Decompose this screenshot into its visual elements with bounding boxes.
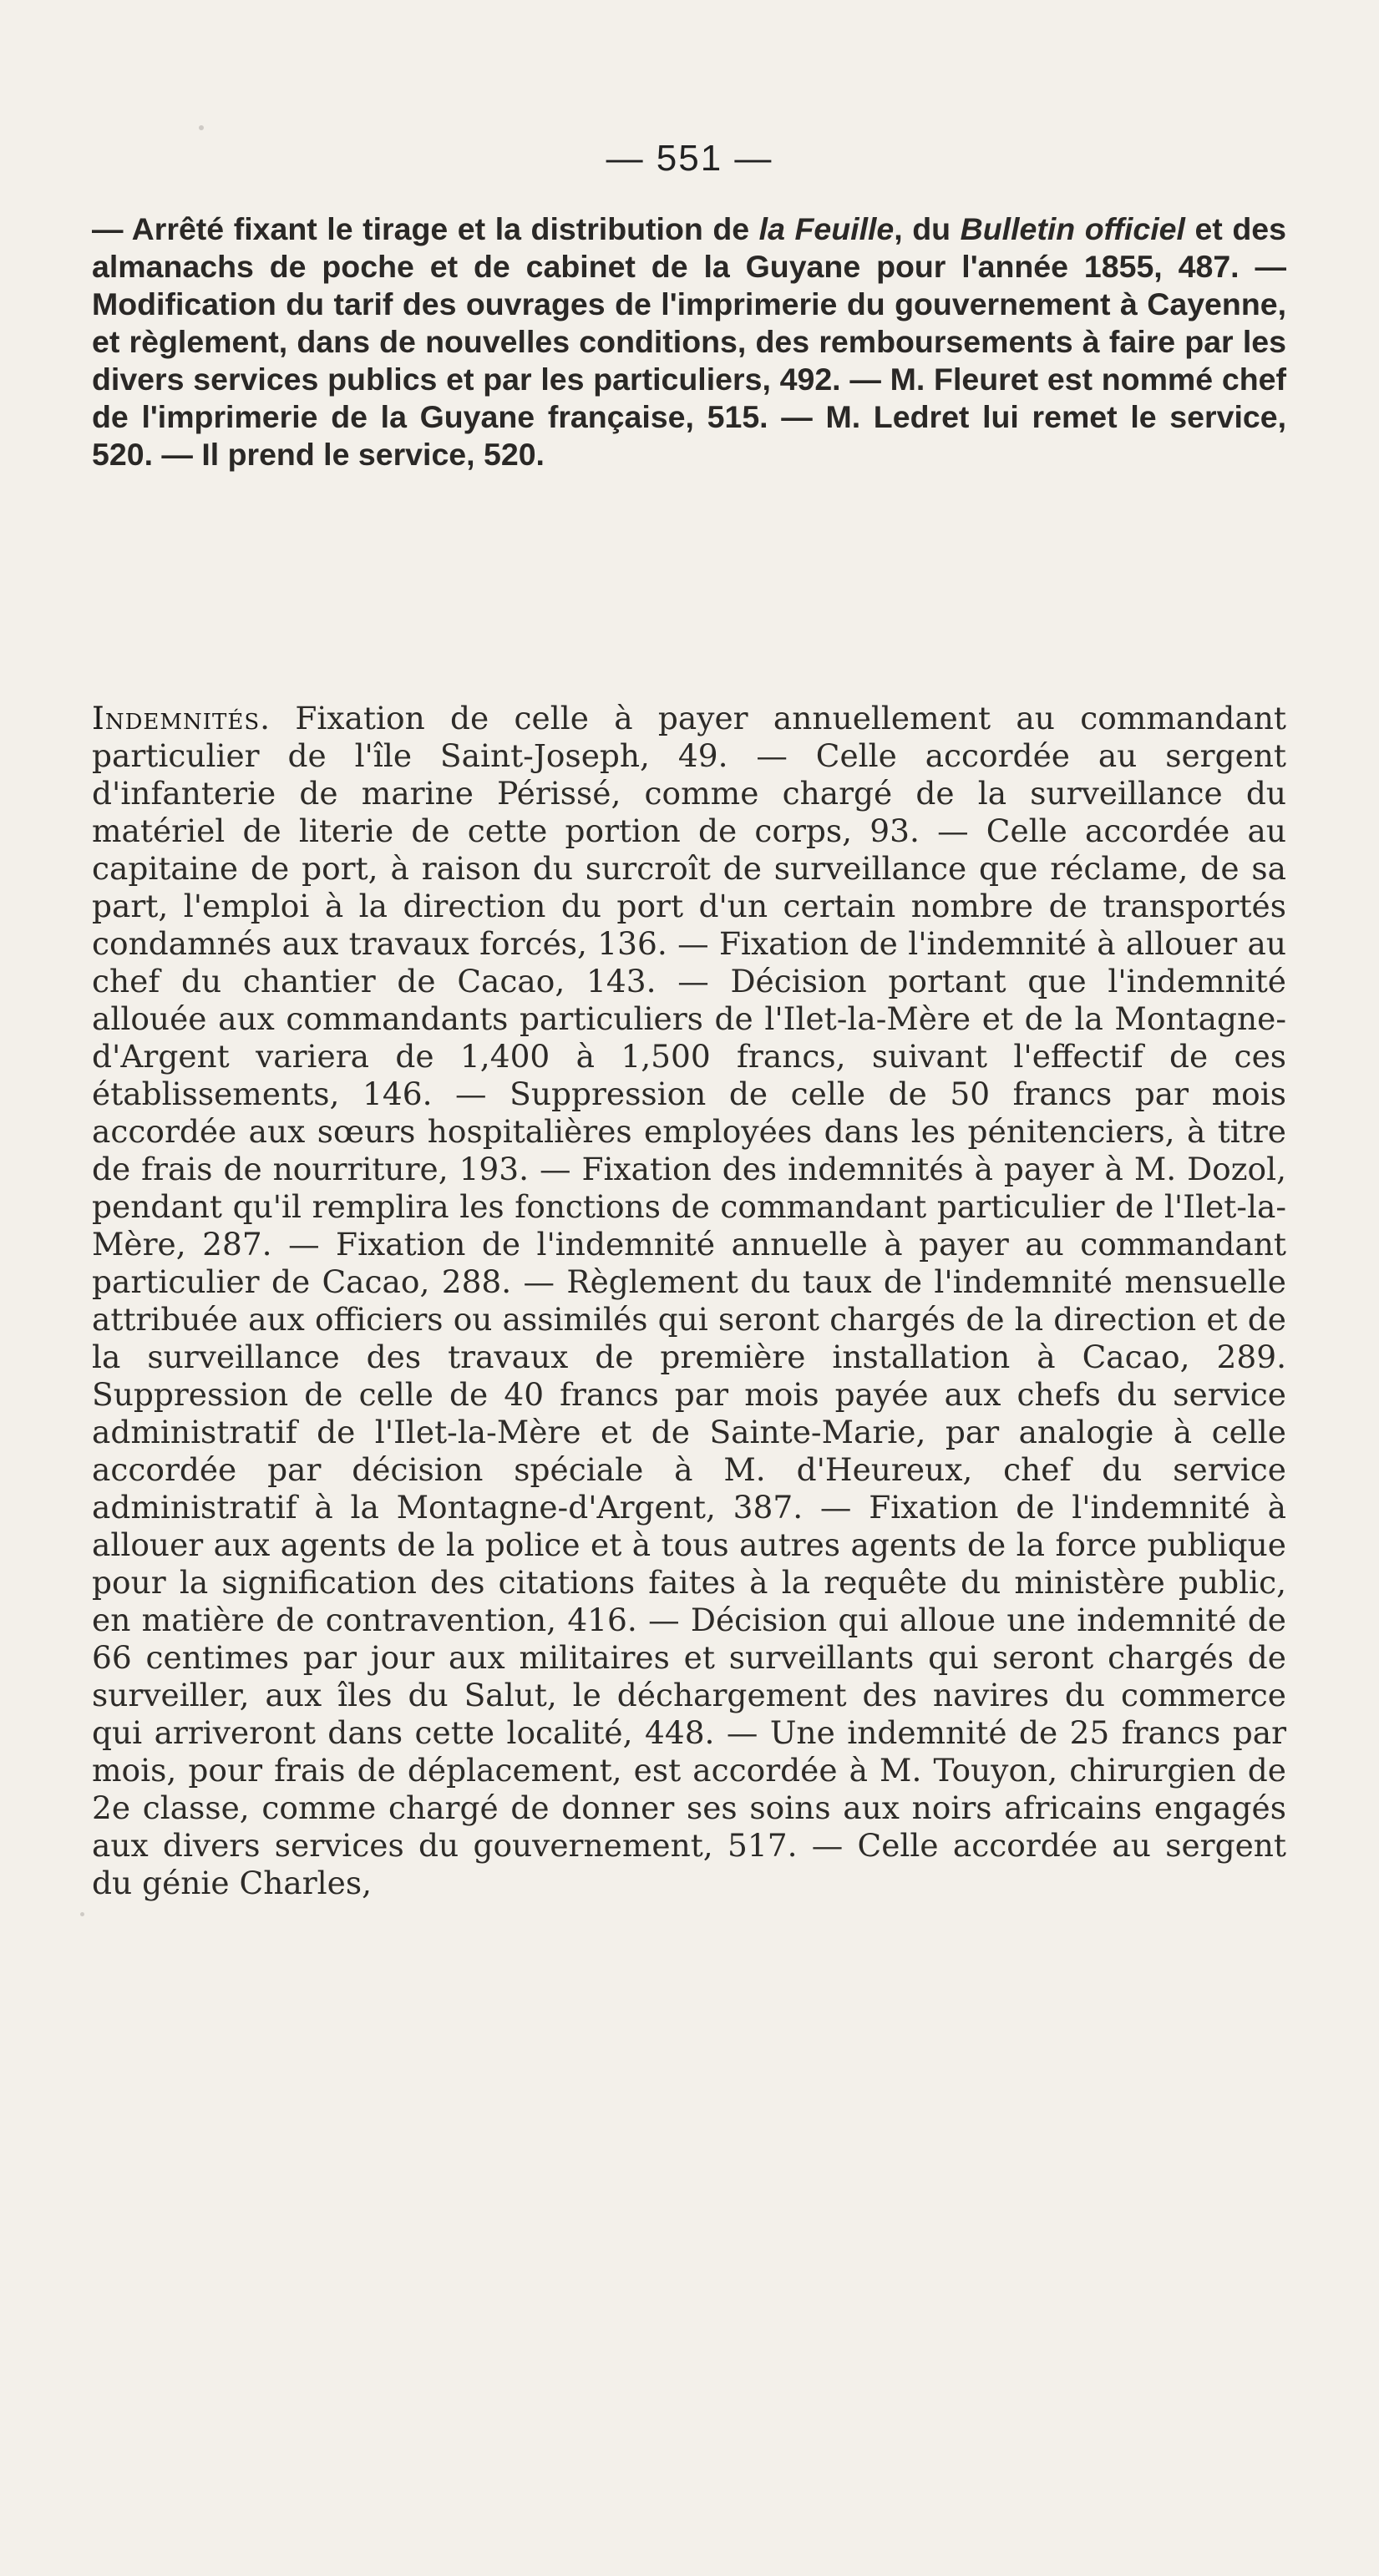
page-number: — 551 — — [606, 138, 773, 179]
entry-heading: Indemnités — [92, 700, 261, 736]
imprimerie-entry — [92, 210, 1286, 473]
entry-lead-text: — Arrêté fixant le tirage et la distribution de — [92, 211, 759, 246]
bulletin-title: Bulletin officiel — [960, 211, 1185, 246]
paper-speck — [80, 1912, 84, 1916]
entry-connector-text: , du — [894, 211, 961, 246]
feuille-title: la Feuille — [758, 211, 895, 246]
entry-body-text: . Fixation de celle à payer annuellement au commandant particulier de l'île Saint-Joseph, 49. — Celle accordée au sergent d'infanterie de marine Périssé, comme chargé de la surveillance du matériel de literie de cette portion de corps, 93. — Celle accordée au capitaine de port, à raison du surcroît de surveillance que réclame, de sa part, l'emploi à la direction du port d'un certain nombre de transportés condamnés aux travaux forcés, 136. — Fixation de l'indemnité à allouer au chef du chantier de Cacao, 143. — Décision portant que l'indemnité allouée aux commandants particuliers de l'Ilet-la-Mère et de la Montagne-d'Argent variera de 1,400 à 1,500 francs, suivant l'effectif de ces établissements, 146. — Suppression de celle de 50 francs par mois accordée aux sœurs hospitalières employées dans les pénitenciers, à titre de frais de nourriture, 193. — Fixation des indemnités à payer à M. Dozol, pendant qu'il remplira les fonctions de commandant particulier de l'Ilet-la-Mère, 287. — Fixation de l'indemnité annuelle à payer au commandant particulier de Cacao, 288. — Règlement du taux de l'indemnité mensuelle attribuée aux officiers ou assimilés qui seront chargés de la direction et de la surveillance des travaux de première installation à Cacao, 289. Suppression de celle de 40 francs par mois payée aux chefs du service administratif de l'Ilet-la-Mère et de Sainte-Marie, par analogie à celle accordée par décision spéciale à M. d'Heureux, chef du service administratif à la Montagne-d'Argent, 387. — Fixation de l'indemnité à allouer aux agents de la police et à tous autres agents de la force publique pour la signification des citations faites à la requête du ministère public, en matière de contravention, 416. — Décision qui alloue une indemnité de 66 centimes par jour aux militaires et surveillants qui seront chargés de surveiller, aux îles du Salut, le déchargement des navires du commerce qui arriveront dans cette localité, 448. — Une indemnité de 25 francs par mois, pour frais de déplacement, est accordée à M. Touyon, chirurgien de 2e classe, comme chargé de donner ses soins aux noirs africains engagés aux divers services du gouvernement, 517. — Celle accordée au sergent du génie Charles, — [92, 700, 1286, 1901]
entry-body-text: et des almanachs de poche et de cabinet de la Guyane pour l'année 1855, 487. — Modification du tarif des ouvrages de l'imprimerie du gouvernement à Cayenne, et règlement, dans de nouvelles conditions, des remboursements à faire par les divers services publics et par les particuliers, 492. — M. Fleuret est nommé chef de l'imprimerie de la Guyane française, 515. — M. Ledret lui remet le service, 520. — Il prend le service, 520. — [92, 211, 1286, 472]
paper-speck — [199, 125, 204, 130]
indemnites-entry — [92, 700, 1286, 1902]
